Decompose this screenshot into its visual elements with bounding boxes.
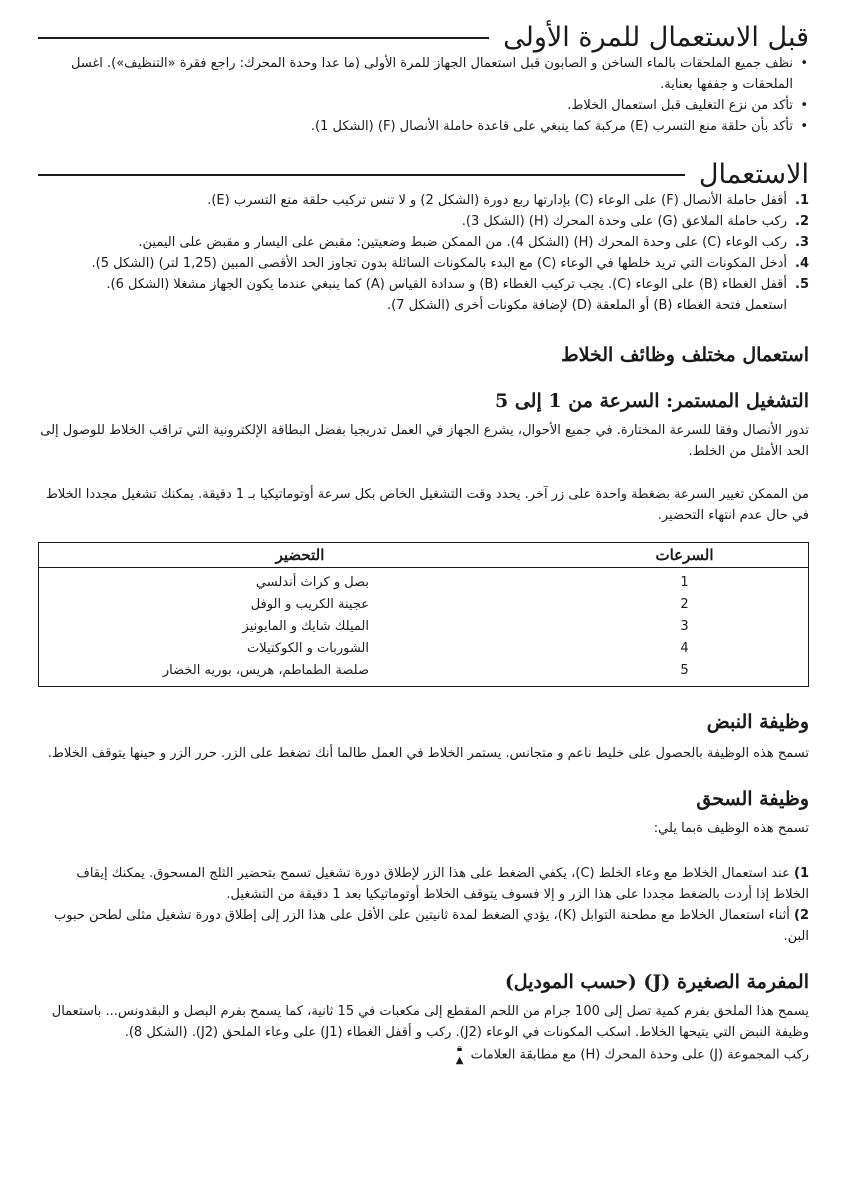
section-title-first-use: قبل الاستعمال للمرة الأولى [503, 22, 809, 53]
continuous-title: التشغيل المستمر: السرعة من 1 إلى 5 [495, 390, 809, 412]
functions-title: استعمال مختلف وظائف الخلاط [561, 344, 809, 366]
table-row [39, 616, 809, 638]
first-use-bullet-list [38, 53, 809, 137]
speed-cell: 2 [680, 597, 689, 612]
step-item [38, 211, 809, 232]
step-extra-note: استعمل فتحة الغطاء (B) أو الملعقة (D) لإضافة مكونات أخرى (الشكل 7). [387, 298, 787, 313]
mincer-title: المفرمة الصغيرة (J) (حسب الموديل) [504, 971, 809, 993]
header-rule [38, 174, 685, 176]
item-text: عند استعمال الخلاط مع وعاء الخلط (C)، يكفي الضغط على هذا الزر لإطلاق دورة تشغيل تسمح بتحضير الثلج المسحوق. يمكنك إيقاف الخلاط إذا أردت بالضغط مجددا على هذا الزر و إلا فسوف يتوقف الخلاط أوتوماتيكيا بعد 1 دقيقة من التشغيل. [76, 866, 809, 902]
header-speed: السرعات [561, 543, 809, 568]
section-title-use: الاستعمال [698, 159, 809, 190]
manual-page [38, 22, 809, 1067]
step-number: 1. [795, 193, 809, 208]
prep-cell: الميلك شايك و المايونيز [39, 616, 562, 638]
bullet-item: • نظف جميع الملحقات بالماء الساخن و الصابون قبل استعمال الجهاز للمرة الأولى (ما عدا وحدة المحرك: راجع فقرة «التنظيف»). اغسل الملحقات و جففها بعناية. [38, 53, 793, 95]
pulse-title: وظيفة النبض [706, 711, 809, 733]
lock-icon: 🔒︎ [456, 1043, 463, 1054]
mincer-last-line [38, 1043, 809, 1067]
table-row [39, 594, 809, 616]
step-text: ركب الوعاء (C) على وحدة المحرك (H) (الشكل 4). من الممكن ضبط وضعيتين: مقبض على اليسار و مقبض على اليمين. [138, 235, 787, 250]
use-steps-list [38, 190, 809, 295]
crush-item [38, 863, 809, 905]
table-row [39, 638, 809, 660]
step-number: 3. [795, 235, 809, 250]
step-text: أقفل الغطاء (B) على الوعاء (C). يجب تركيب الغطاء (B) و سدادة القياس (A) كما ينبغي عندما يكون الجهاز مشغلا (الشكل 6). [106, 277, 787, 292]
step-number: 5. [795, 277, 809, 292]
speed-cell: 3 [680, 619, 689, 634]
step-text: أدخل المكونات التي تريد خلطها في الوعاء (C) مع البدء بالمكونات السائلة بدون تجاوز الحد الأقصى المبين (1,25 لتر) (الشكل 5). [91, 256, 787, 271]
step-text: ركب حاملة الملاعق (G) على وحدة المحرك (H) (الشكل 3). [461, 214, 787, 229]
table-row [39, 568, 809, 595]
section-header-use [38, 159, 809, 190]
crush-intro: تسمح هذه الوظيف ةبما يلي: [653, 821, 809, 836]
step-item [38, 190, 809, 211]
table-row [39, 660, 809, 687]
speeds-table [38, 542, 809, 687]
crush-title: وظيفة السحق [696, 788, 809, 810]
header-rule [38, 37, 489, 39]
continuous-paragraph: من الممكن تغيير السرعة بضغطة واحدة على زر آخر. يحدد وقت التشغيل الخاص بكل سرعة أوتوماتيكيا بـ 1 دقيقة. يمكنك تشغيل مجددا الخلاط في حال عدم انتهاء التحضير. [45, 487, 809, 523]
section-header-first-use [38, 22, 809, 53]
prep-cell: الشوربات و الكوكتيلات [39, 638, 562, 660]
speed-cell: 4 [680, 641, 689, 656]
item-number: 2) [794, 908, 809, 923]
item-number: 1) [794, 866, 809, 881]
arrow-up-icon: ▲ [455, 1055, 464, 1066]
bullet-item: • تأكد بأن حلقة منع التسرب (E) مركبة كما ينبغي على قاعدة حاملة الأنصال (F) (الشكل 1). [38, 116, 793, 137]
prep-cell: بصل و كراث أندلسي [39, 568, 562, 595]
step-item [38, 274, 809, 295]
bullet-item: • تأكد من نزع التغليف قبل استعمال الخلاط. [38, 95, 793, 116]
step-text: أقفل حاملة الأنصال (F) على الوعاء (C) بإدارتها ربع دورة (الشكل 2) و لا تنس تركيب حلقة منع التسرب (E). [207, 193, 787, 208]
header-prep: التحضير [39, 543, 562, 568]
step-item [38, 232, 809, 253]
mincer-paragraph: يسمح هذا الملحق بفرم كمية تصل إلى 100 جرام من اللحم المقطع إلى مكعبات في 15 ثانية، كما يسمح بفرم البصل و البقدونس... باستعمال وظيفة النبض التي يتيحها الخلاط. اسكب المكونات في الوعاء (J2). ركب و أقفل الغطاء (J1) على وعاء الملحق (J2). (الشكل 8). [51, 1004, 809, 1040]
speed-cell: 1 [680, 575, 689, 590]
table-header-row [39, 543, 809, 568]
alignment-marks-icon [453, 1043, 467, 1067]
prep-cell: صلصة الطماطم، هريس، بوريه الخضار [39, 660, 562, 687]
item-text: أثناء استعمال الخلاط مع مطحنة التوابل (K)، يؤدي الضغط لمدة ثانيتين على الأقل على هذا الزر إلى إطلاق دورة تشغيل مثلى لطحن حبوب البن. [54, 908, 809, 944]
mincer-last-text: ركب المجموعة (J) على وحدة المحرك (H) مع مطابقة العلامات [470, 1047, 809, 1063]
step-item [38, 253, 809, 274]
crush-item [38, 905, 809, 947]
pulse-paragraph: تسمح هذه الوظيفة بالحصول على خليط ناعم و متجانس. يستمر الخلاط في العمل طالما أنك تضغط على الزر. حرر الزر و حينها يتوقف الخلاط. [47, 746, 809, 761]
prep-cell: عجينة الكريب و الوفل [39, 594, 562, 616]
speed-cell: 5 [680, 663, 689, 678]
step-number: 4. [795, 256, 809, 271]
step-number: 2. [795, 214, 809, 229]
continuous-paragraph: تدور الأنصال وفقا للسرعة المختارة. في جميع الأحوال، يشرع الجهاز في العمل تدريجيا بفضل البطاقة الإلكترونية التي تراقب الخلاط للوصول إلى الحد الأمثل من الخلط. [40, 423, 809, 459]
